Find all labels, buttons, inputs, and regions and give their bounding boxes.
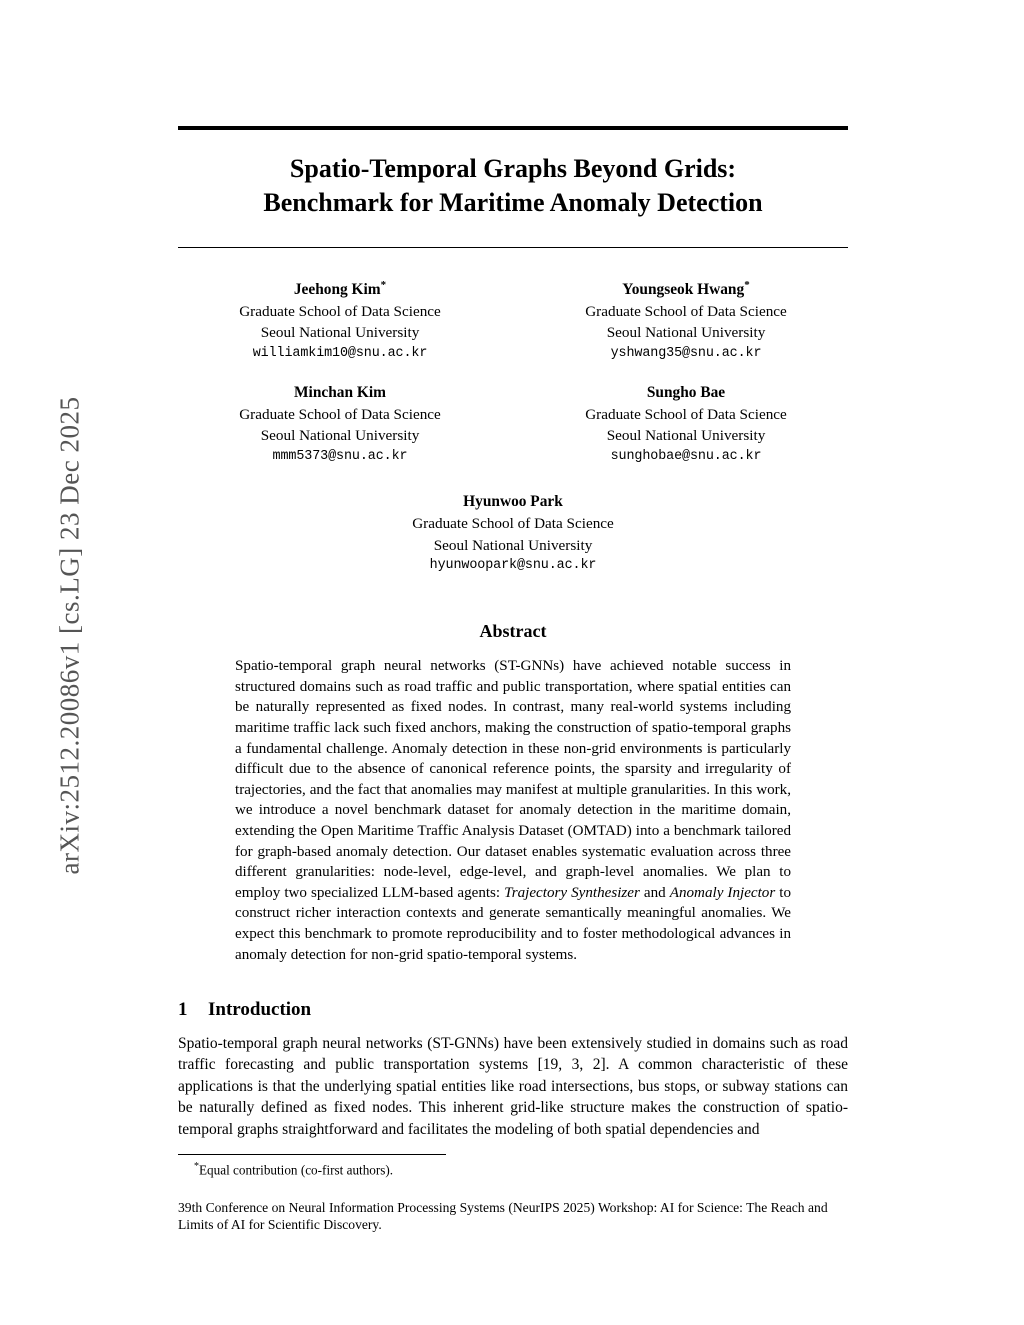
introduction-paragraph: Spatio-temporal graph neural networks (ST-GNNs) have been extensively studied in domains such as road traffic forecasting and public transportation systems [19, 3, 2]. A common characteristic of these applications is that the underlying spatial entities like road intersections, bus stops, or subway stations can be naturally defined as fixed nodes. This inherent grid-like structure makes the construction of spatio-temporal graphs straightforward and facilitates the modeling of both spatial dependencies and [178,1035,848,1138]
footnote-marker: * [194,1160,199,1172]
author-affiliation-university: Seoul National University [260,427,420,445]
section-title: Introduction [208,999,312,1021]
author-affiliation-school: Graduate School of Data Science [585,405,787,423]
author-entry [379,490,647,575]
section-number: 1 [178,999,188,1021]
author-name [206,381,474,404]
author-affiliation-school: Graduate School of Data Science [239,405,441,423]
paper-content [178,0,848,1234]
abstract-part-1: Spatio-temporal graph neural networks (ST-GNNs) have achieved notable success in structured domains such as road traffic and public transportation, where spatial entities can be naturally represented as fixed nodes. In contrast, many real-world systems including maritime traffic lack such fixed anchors, making the construction of spatio-temporal graphs a fundamental challenge. Anomaly detection in these non-grid environments is particularly difficult due to the absence of canonical reference points, the sparsity and irregularity of trajectories, and the fact that anomalies may manifest at multiple granularities. In this work, we introduce a novel benchmark dataset for anomaly detection in the maritime domain, extending the Open Maritime Traffic Analysis Dataset (OMTAD) into a benchmark tailored for graph-based anomaly detection. Our dataset enables systematic evaluation across three different granularities: node-level, edge-level, and graph-level anomalies. We plan to employ two specialized LLM-based agents: [235,658,791,901]
author-email[interactable]: mmm5373@snu.ac.kr [272,448,408,464]
author-block-list [178,278,848,576]
author-affiliation-university: Seoul National University [260,324,420,342]
author-name-text: Sungho Bae [646,383,726,401]
author-email[interactable]: yshwang35@snu.ac.kr [610,345,762,361]
abstract-heading: Abstract [479,621,547,642]
abstract-italic-anomaly-injector: Anomaly Injector [669,884,776,901]
author-entry [206,278,474,363]
footnote-separator [178,1154,446,1155]
page-title [178,152,848,221]
arxiv-identifier: arXiv:2512.20086v1 [cs.LG] 23 Dec 2025 [54,396,85,875]
author-entry [552,381,820,466]
author-name [552,278,820,301]
section-heading-introduction [178,999,848,1021]
abstract-italic-trajectory-synthesizer: Trajectory Synthesizer [504,884,640,901]
title-line-2: Benchmark for Maritime Anomaly Detection [263,188,763,218]
author-footnote-marker: * [744,278,750,291]
author-name-text: Minchan Kim [294,383,386,401]
arxiv-stamp [0,0,170,1325]
footnote [178,1160,848,1179]
author-name [379,490,647,513]
title-line-1: Spatio-Temporal Graphs Beyond Grids: [289,154,737,183]
author-name-text: Hyunwoo Park [463,493,563,511]
author-name-text: Youngseok Hwang [622,280,745,298]
author-affiliation-school: Graduate School of Data Science [412,515,614,532]
abstract-text [235,656,791,965]
author-email[interactable]: hyunwoopark@snu.ac.kr [429,558,597,574]
author-affiliation-school: Graduate School of Data Science [239,302,441,320]
author-entry [552,278,820,363]
author-name [206,278,474,301]
header-rule-top [178,126,848,130]
author-email[interactable]: sunghobae@snu.ac.kr [610,448,762,464]
author-entry [206,381,474,466]
author-row-2 [178,381,848,466]
author-name [552,381,820,404]
author-email[interactable]: williamkim10@snu.ac.kr [252,345,428,361]
author-name-text: Jeehong Kim [293,280,381,298]
venue-note: 39th Conference on Neural Information Processing Systems (NeurIPS 2025) Workshop: AI for Science: The Reach and Limits of AI for Scientific Discovery. [178,1199,828,1233]
author-footnote-marker: * [380,278,387,291]
author-affiliation-university: Seoul National University [606,324,766,342]
abstract-part-2: and [639,884,670,901]
header-rule-bottom [178,247,848,248]
author-row-1 [178,278,848,363]
footnote-text: Equal contribution (co-first authors). [199,1162,394,1178]
author-affiliation-school: Graduate School of Data Science [585,302,787,320]
abstract-part-3: to construct richer interaction contexts and generate semantically meaningful anomalies. We expect this benchmark to promote reproducibility and to foster methodological advances in anomaly detection for non-grid spatio-temporal systems. [235,884,791,963]
author-affiliation-university: Seoul National University [606,427,766,445]
author-affiliation-university: Seoul National University [433,536,593,554]
